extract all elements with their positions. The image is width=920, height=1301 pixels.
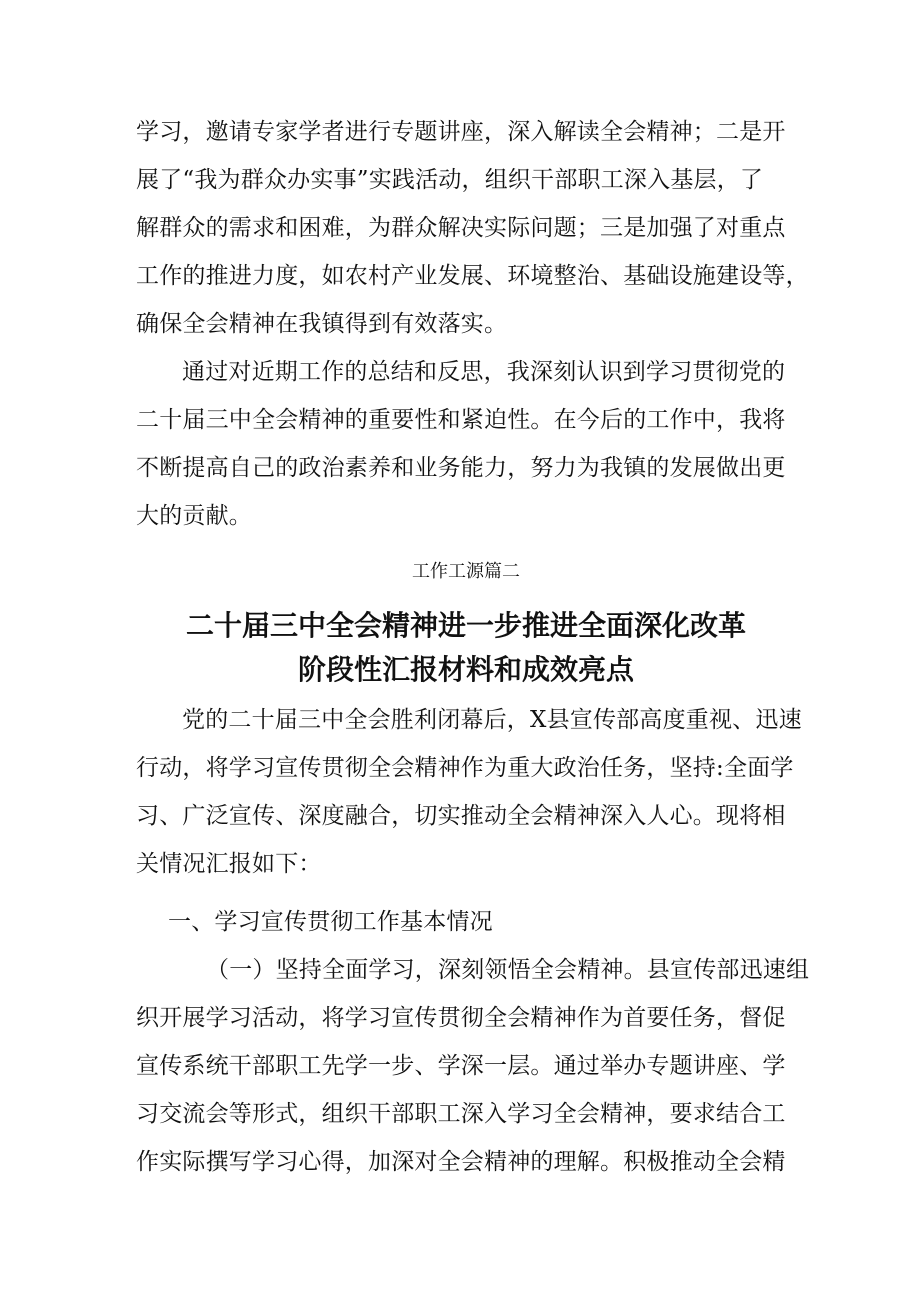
reflection-paragraph-line: 大的贡献。 (136, 503, 252, 529)
intro-paragraph-line: 习、广泛宣传、深度融合，切实推动全会精神深入人心。现将相 (136, 803, 786, 829)
reflection-paragraph-first-line: 通过对近期工作的总结和反思，我深刻认识到学习贯彻党的 (182, 359, 786, 385)
paragraph-line: 学习，邀请专家学者进行专题讲座，深入解读全会精神；二是开 (136, 119, 786, 145)
reflection-paragraph-line: 二十届三中全会精神的重要性和紧迫性。在今后的工作中，我将 (136, 407, 786, 433)
intro-paragraph-line: 行动，将学习宣传贯彻全会精神作为重大政治任务，坚持:全面学 (136, 755, 794, 781)
document-content (136, 108, 810, 1186)
intro-paragraph-first-line: 党的二十届三中全会胜利闭幕后，X县宣传部高度重视、迅速 (182, 707, 802, 733)
document-title-line-2: 阶段性汇报材料和成效亮点 (297, 653, 634, 686)
section-paragraph-line: 作实际撰写学习心得，加深对全会精神的理解。积极推动全会精 (136, 1149, 786, 1175)
section-paragraph-line: 织开展学习活动，将学习宣传贯彻全会精神作为首要任务，督促 (136, 1005, 786, 1031)
intro-paragraph-line: 关情况汇报如下： (136, 851, 322, 877)
section-heading: 一、学习宣传贯彻工作基本情况 (168, 909, 493, 935)
paragraph-line: 展了“我为群众办实事”实践活动，组织干部职工深入基层，了 (136, 167, 764, 193)
paragraph-line: 确保全会精神在我镇得到有效落实。 (136, 311, 508, 337)
section-label: 工作工源篇二 (412, 561, 520, 582)
paragraph-line: 工作的推进力度，如农村产业发展、环境整治、基础设施建设等， (136, 263, 809, 289)
document-title-line-1: 二十届三中全会精神进一步推进全面深化改革 (185, 609, 746, 642)
section-paragraph-line: 宣传系统干部职工先学一步、学深一层。通过举办专题讲座、学 (136, 1053, 786, 1079)
reflection-paragraph-line: 不断提高自己的政治素养和业务能力，努力为我镇的发展做出更 (136, 455, 786, 481)
section-paragraph-line: 习交流会等形式，组织干部职工深入学习全会精神，要求结合工 (136, 1101, 786, 1127)
paragraph-line: 解群众的需求和困难，为群众解决实际问题；三是加强了对重点 (136, 215, 786, 241)
section-paragraph-first-line: （一）坚持全面学习，深刻领悟全会精神。县宣传部迅速组 (206, 957, 810, 983)
